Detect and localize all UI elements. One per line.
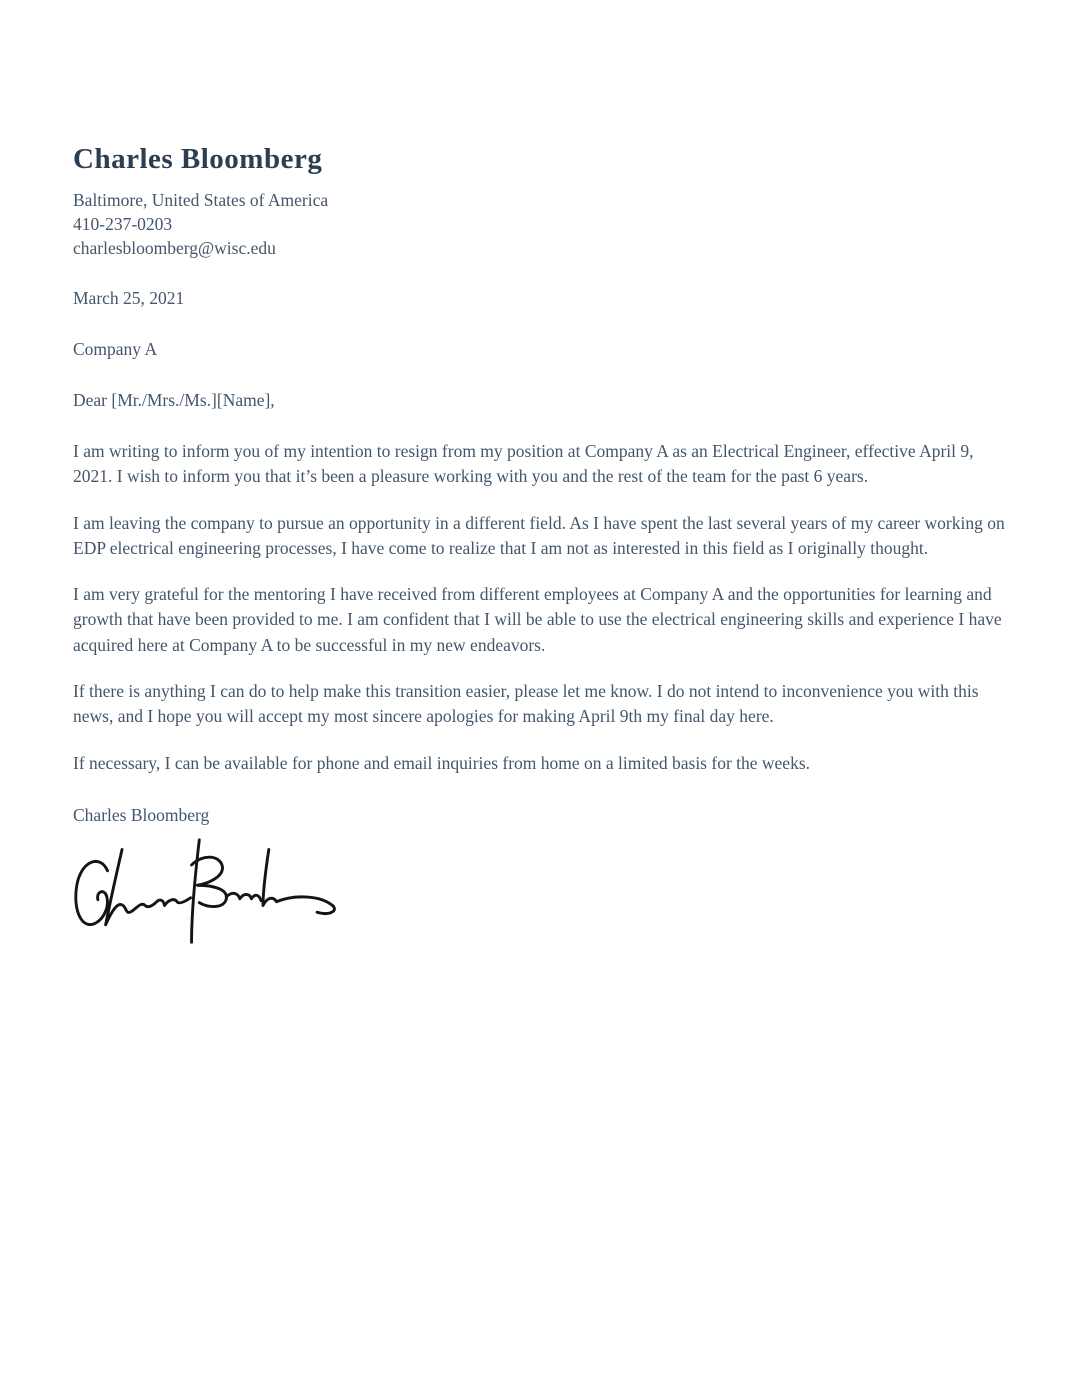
body-paragraph-4: If there is anything I can do to help make this transition easier, please let me know. I do not intend to inconvenience you with this news, and I hope you will accept my most sincere apologies for making April 9th my final day here. bbox=[73, 681, 979, 727]
sender-name: Charles Bloomberg bbox=[73, 143, 323, 175]
recipient-name: Company A bbox=[73, 339, 158, 359]
body-paragraph-1: I am writing to inform you of my intention to resign from my position at Company A as an Electrical Engineer, effective April 9, 2021. I wish to inform you that it’s been a pleasure working with you and the rest of the team for the past 6 years. bbox=[73, 441, 974, 487]
sender-email: charlesbloomberg@wisc.edu bbox=[73, 238, 276, 258]
signature-block bbox=[67, 836, 1007, 948]
closing-name: Charles Bloomberg bbox=[73, 804, 210, 825]
body-paragraph-3: I am very grateful for the mentoring I have received from different employees at Company A and the opportunities for learning and growth that have been provided to me. I am confident that I will be able to use the electrical engineering skills and experience I have acquired here at Company A to be successful in my new endeavors. bbox=[73, 584, 1002, 655]
sender-phone: 410-237-0203 bbox=[73, 214, 173, 234]
body-paragraph-2: I am leaving the company to pursue an opportunity in a different field. As I have spent the last several years of my career working on EDP electrical engineering processes, I have come to realize that I am not as interested in this field as I originally thought. bbox=[73, 512, 1005, 558]
letter-body bbox=[73, 439, 1007, 776]
signature-image bbox=[67, 836, 347, 948]
sender-location: Baltimore, United States of America bbox=[73, 190, 329, 210]
body-paragraph-5: If necessary, I can be available for phone and email inquiries from home on a limited basis for the weeks. bbox=[73, 752, 811, 773]
salutation: Dear [Mr./Mrs./Ms.][Name], bbox=[73, 390, 275, 410]
letter-date: March 25, 2021 bbox=[73, 288, 185, 308]
